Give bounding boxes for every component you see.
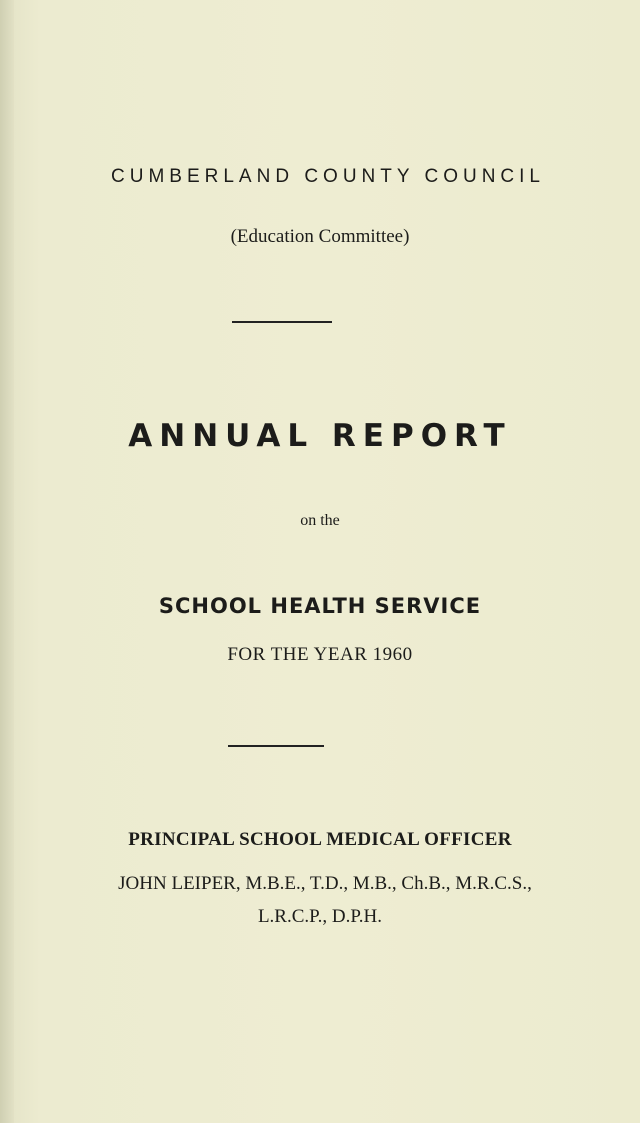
- divider-bottom: [228, 745, 324, 747]
- connector-text: on the: [300, 512, 340, 529]
- officer-title: PRINCIPAL SCHOOL MEDICAL OFFICER: [128, 829, 512, 850]
- report-title: ANNUAL REPORT: [128, 418, 512, 454]
- council-heading: CUMBERLAND COUNTY COUNCIL: [111, 166, 545, 187]
- divider-top: [232, 321, 332, 323]
- service-title: SCHOOL HEALTH SERVICE: [158, 594, 482, 618]
- officer-name: JOHN LEIPER, M.B.E., T.D., M.B., Ch.B., M.R.C.S.,: [118, 873, 532, 894]
- committee-subtitle: (Education Committee): [230, 226, 410, 247]
- officer-qualifications: L.R.C.P., D.P.H.: [257, 906, 383, 927]
- report-year: FOR THE YEAR 1960: [227, 644, 413, 665]
